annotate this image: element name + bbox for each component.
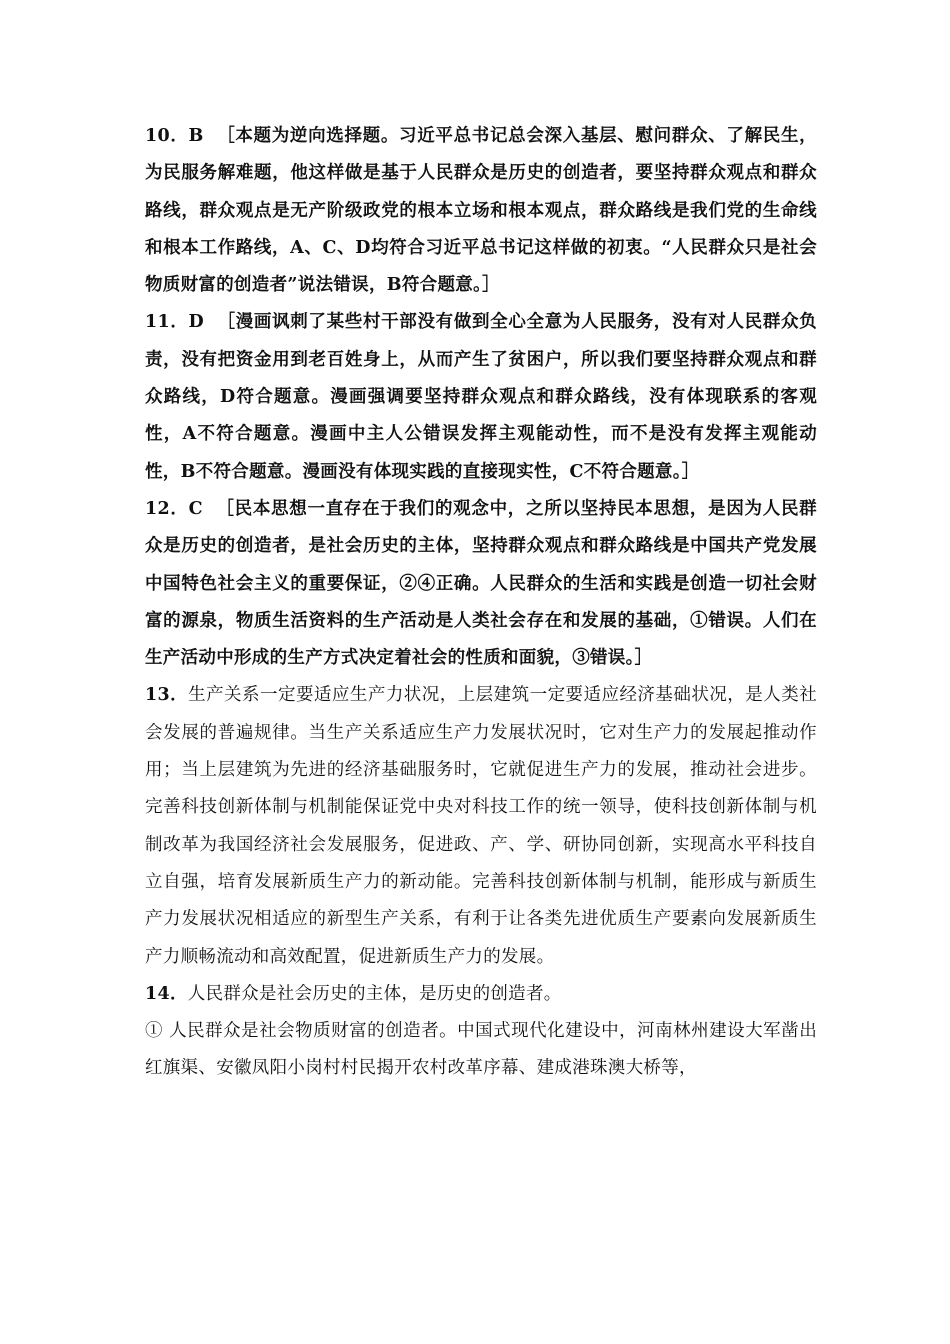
- answer-13-number: 13．: [145, 685, 189, 706]
- answer-13: [145, 677, 817, 975]
- answer-10-text: ［本题为逆向选择题。习近平总书记总会深入基层、慰问群众、了解民生，为民服务解难题，他这样做是基于人民群众是历史的创造者，要坚持群众观点和群众路线，群众观点是无产阶级政党的根本立场和根本观点，群众路线是我们党的生命线和根本工作路线，A、C、D均符合习近平总书记这样做的初衷。“人民群众只是社会物质财富的创造者”说法错误，B符合题意。］: [145, 126, 817, 296]
- answer-11-number: 11．D: [145, 312, 204, 333]
- answer-content: [145, 118, 817, 1088]
- answer-14-point-1: [145, 1013, 817, 1088]
- answer-11-text: ［漫画讽刺了某些村干部没有做到全心全意为人民服务，没有对人民群众负责，没有把资金用到老百姓身上，从而产生了贫困户，所以我们要坚持群众观点和群众路线，D符合题意。漫画强调要坚持群众观点和群众路线，没有体现联系的客观性，A不符合题意。漫画中主人公错误发挥主观能动性，而不是没有发挥主观能动性，B不符合题意。漫画没有体现实践的直接现实性，C不符合题意。］: [145, 312, 817, 482]
- answer-14-text: 人民群众是社会历史的主体，是历史的创造者。: [187, 983, 562, 1004]
- answer-11: [145, 304, 817, 490]
- answer-13-text: 生产关系一定要适应生产力状况，上层建筑一定要适应经济基础状况，是人类社会发展的普遍规律。当生产关系适应生产力发展状况时，它对生产力的发展起推动作用；当上层建筑为先进的经济基础服务时，它就促进生产力的发展，推动社会进步。完善科技创新体制与机制能保证党中央对科技工作的统一领导，使科技创新体制与机制改革为我国经济社会发展服务，促进政、产、学、研协同创新，实现高水平科技自立自强，培育发展新质生产力的新动能。完善科技创新体制与机制，能形成与新质生产力发展状况相适应的新型生产关系，有利于让各类先进优质生产要素向发展新质生产力顺畅流动和高效配置，促进新质生产力的发展。: [145, 685, 817, 967]
- answer-10: [145, 118, 817, 304]
- answer-12: [145, 491, 817, 677]
- answer-12-number: 12．C: [145, 498, 203, 519]
- answer-10-number: 10．B: [145, 126, 204, 146]
- answer-14-point-1-text: ① 人民群众是社会物质财富的创造者。中国式现代化建设中，河南林州建设大军凿出红旗渠、安徽凤阳小岗村村民揭开农村改革序幕、建成港珠澳大桥等，: [145, 1021, 817, 1079]
- answer-14: [145, 976, 817, 1013]
- answer-14-number: 14．: [145, 983, 188, 1004]
- answer-12-text: ［民本思想一直存在于我们的观念中，之所以坚持民本思想，是因为人民群众是历史的创造者，是社会历史的主体，坚持群众观点和群众路线是中国共产党发展中国特色社会主义的重要保证，②④正确。人民群众的生活和实践是创造一切社会财富的源泉，物质生活资料的生产活动是人类社会存在和发展的基础，①错误。人们在生产活动中形成的生产方式决定着社会的性质和面貌，③错误。］: [145, 498, 817, 669]
